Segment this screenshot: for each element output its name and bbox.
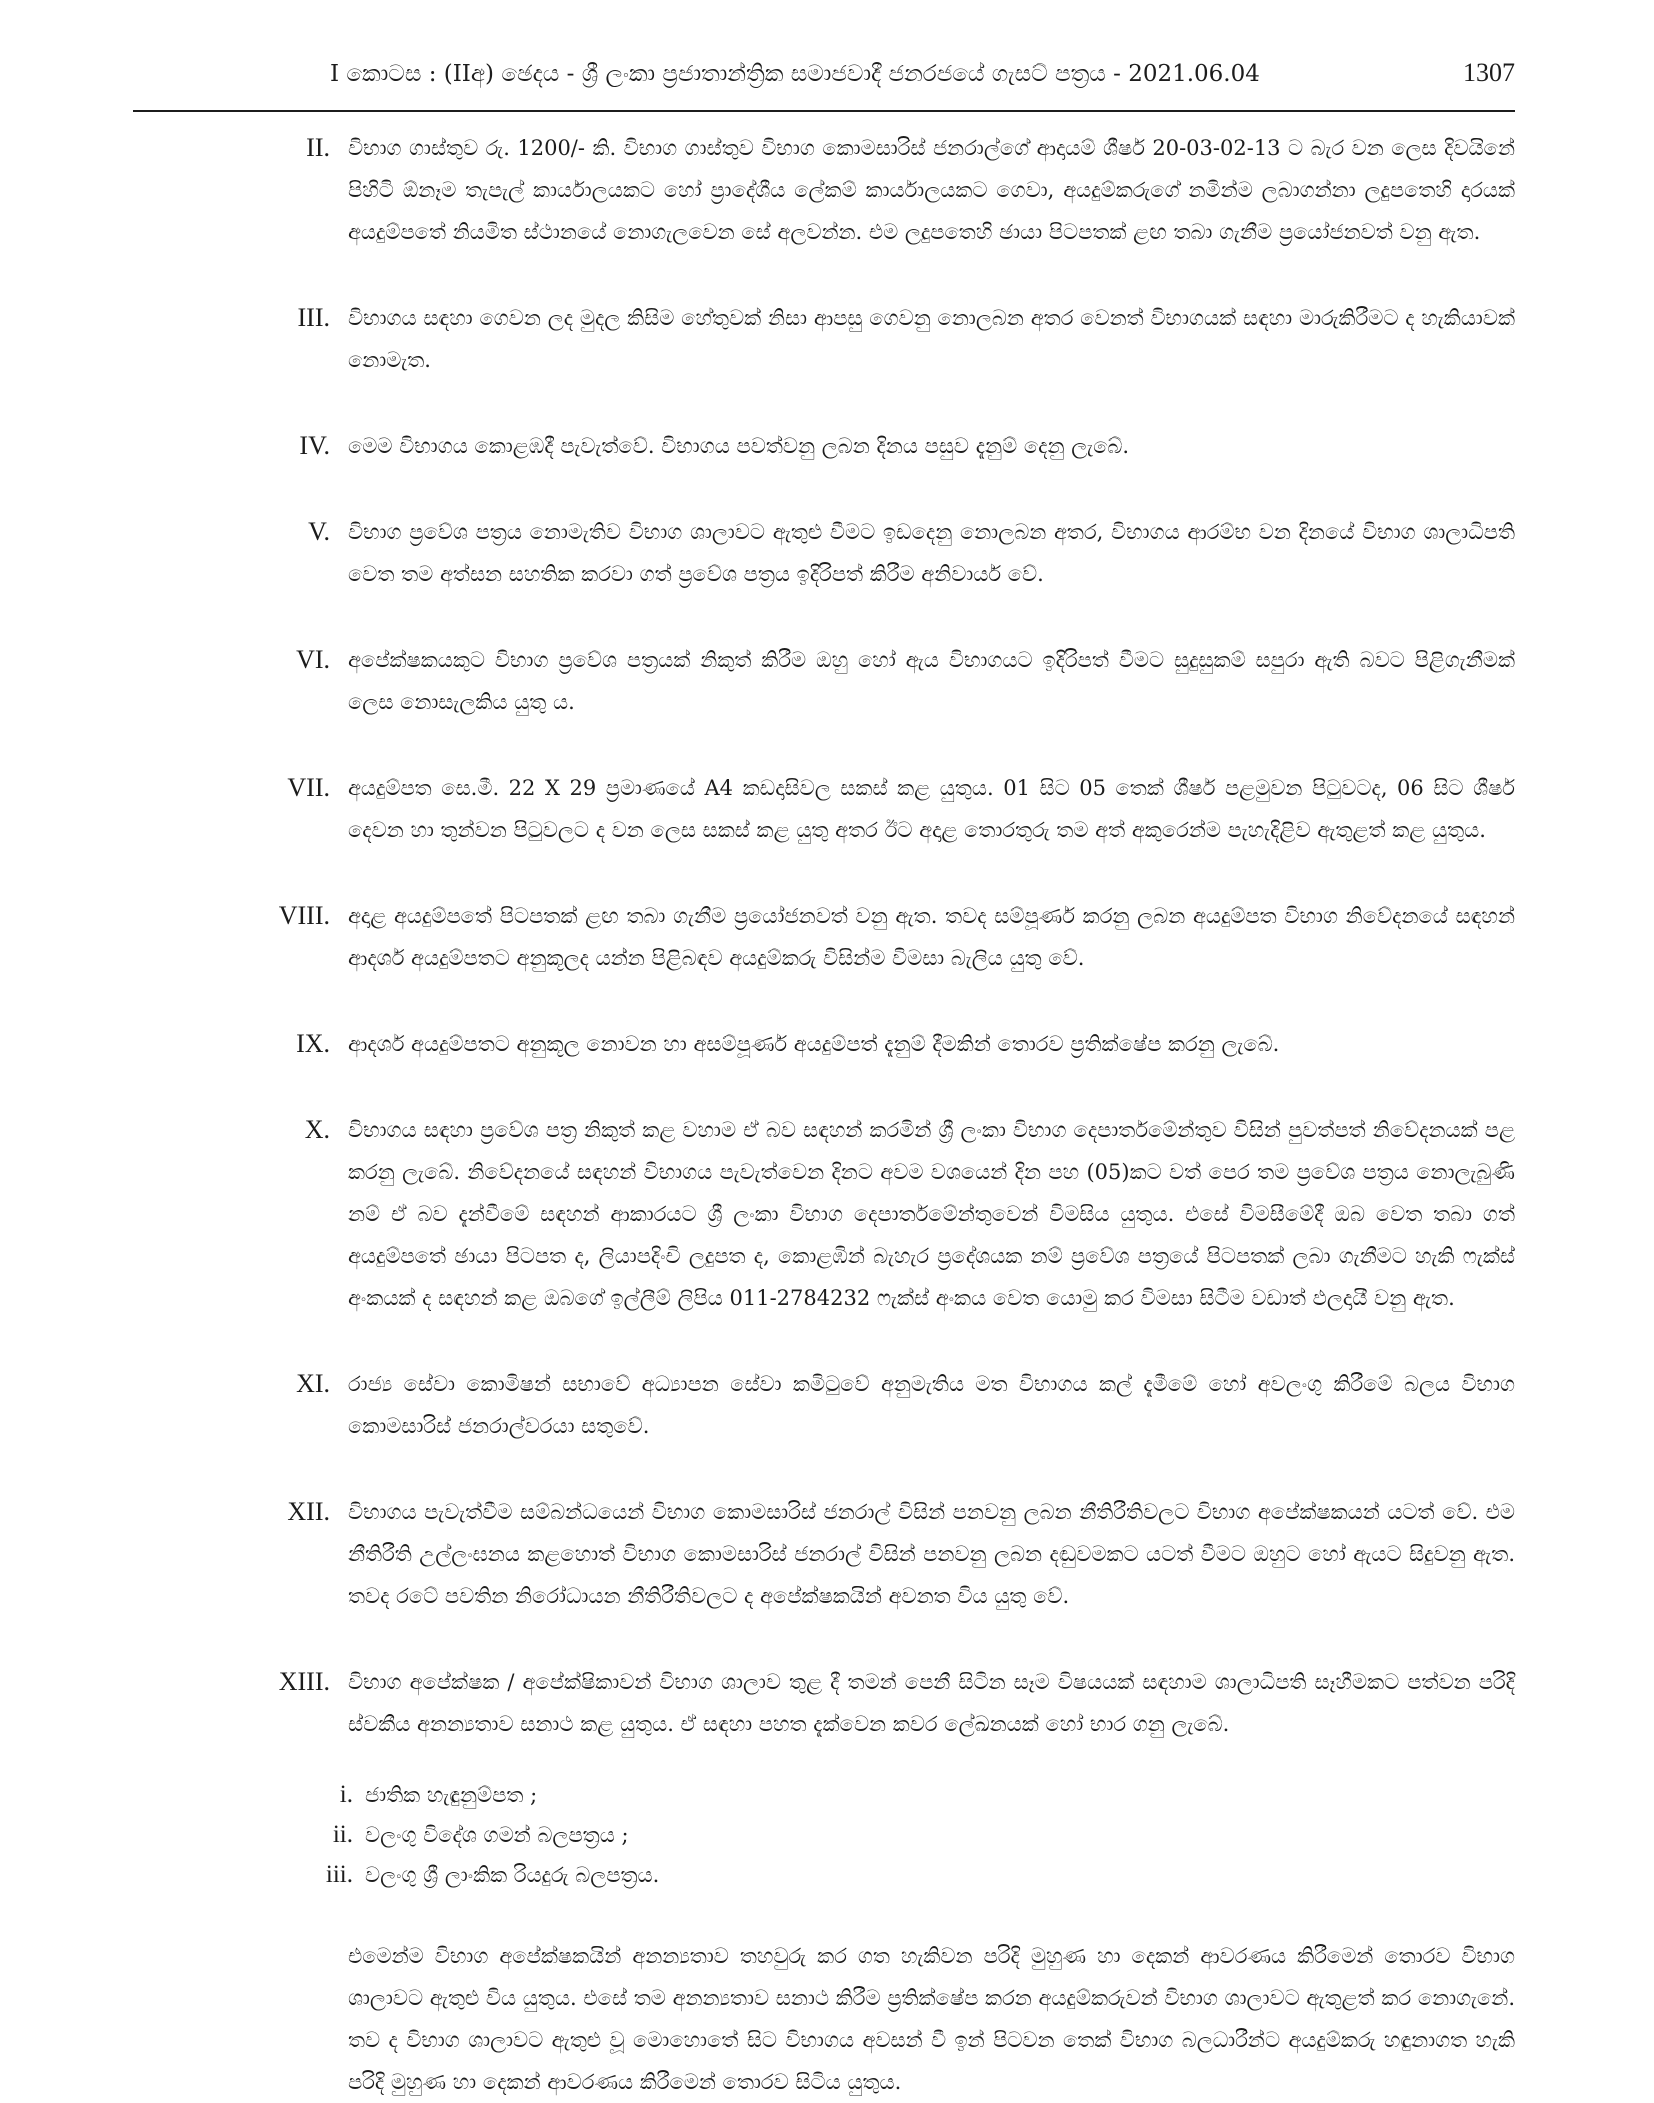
item-number: III. xyxy=(297,303,330,332)
item-text: රාජ්‍ය සේවා කොමිෂන් සභාවේ අධ්‍යාපන සේවා කමිටුවේ අනුමැතිය මත විභාගය කල් දැමීමේ හෝ අවලංගු කිරීමේ බලය විභාග කොමසාරිස් ජනරාල්වරයා සතුවේ. xyxy=(348,1372,1515,1438)
closing-paragraph: එමෙන්ම විභාග අපේක්ෂකයින් අනන්‍යතාව තහවුරු කර ගත හැකිවන පරිදි මුහුණ හා දෙකන් ආවරණය කිරීමෙන් තොරව විභාග ශාලාවට ඇතුළු විය යුතුය. එසේ තම අනන්‍යතාව සනාථ කිරීම ප්‍රතික්ෂේප කරන අයදුම්කරුවන් විභාග ශාලාවට ඇතුළත් කර නොගැනේ. තව ද විභාග ශාලාවට ඇතුළු වූ මොහොතේ සිට විභාගය අවසන් වී ඉන් පිටවන තෙක් විභාග බලධාරීන්ට අයදුම්කරු හඳුනාගත හැකි පරිදි මුහුණ හා දෙකන් ආවරණය කිරීමෙන් තොරව සිටිය යුතුය. xyxy=(348,1944,1515,2094)
item-text: විභාග ප්‍රවේශ පත්‍රය නොමැතිව විභාග ශාලාවට ඇතුළු වීමට ඉඩදෙනු නොලබන අතර, විභාගය ආරම්භ වන දිනයේ විභාග ශාලාධිපති වෙත තම අත්සන සහතික කරවා ගත් ප්‍රවේශ පත්‍රය ඉදිරිපත් කිරීම අනිවාර්ය වේ. xyxy=(348,520,1515,586)
item-number: IV. xyxy=(299,431,330,460)
page-content xyxy=(240,127,1515,2103)
list-item xyxy=(240,1775,1515,1815)
list-item xyxy=(240,1855,1515,1895)
numbered-item xyxy=(240,1023,1515,1065)
list-item-text: ජාතික හැඳුනුම්පත ; xyxy=(365,1783,538,1807)
item-text: ආදර්ශ අයදුම්පතට අනුකූල නොවන හා අසම්පූර්ණ අයදුම්පත් දැනුම් දීමකින් තොරව ප්‍රතික්ෂේප කරනු ලැබේ. xyxy=(348,1032,1280,1056)
page-header xyxy=(330,58,1515,98)
item-number: XIII. xyxy=(278,1667,330,1696)
list-item xyxy=(240,1815,1515,1855)
item-number: V. xyxy=(308,517,330,546)
item-number: XII. xyxy=(287,1497,330,1526)
numbered-item xyxy=(240,1491,1515,1617)
item-number: XI. xyxy=(296,1369,330,1398)
numbered-item xyxy=(240,511,1515,595)
item-text: විභාග අපේක්ෂක / අපේක්ෂිකාවන් විභාග ශාලාව තුළ දී තමන් පෙනී සිටින සෑම විෂයයක් සඳහාම ශාලාධිපති සෑහීමකට පත්වන පරිදි ස්වකීය අනන්‍යතාව සනාථ කළ යුතුය. ඒ සඳහා පහත දැක්වෙන කවර ලේඛනයක් හෝ භාර ගනු ලැබේ. xyxy=(348,1670,1515,1736)
item-text: අදාළ අයදුම්පතේ පිටපතක් ළඟ තබා ගැනීම ප්‍රයෝජනවත් වනු ඇත. තවද සම්පූර්ණ කරනු ලබන අයදුම්පත විභාග නිවේදනයේ සඳහන් ආදර්ශ අයදුම්පතට අනුකූලද යන්න පිළිබඳව අයදුම්කරු විසින්ම විමසා බැලිය යුතු වේ. xyxy=(348,904,1515,970)
item-number: X. xyxy=(304,1115,330,1144)
header-title: I කොටස : (IIඅ) ඡෙදය - ශ්‍රී ලංකා ප්‍රජාතාන්ත්‍රික සමාජවාදී ජනරජයේ ගැසට් පත්‍රය - 2021.06.04 xyxy=(330,61,1260,87)
item-number: VI. xyxy=(296,645,330,674)
item-number: II. xyxy=(306,133,330,162)
list-item-text: වලංගු ශ්‍රී ලාංකික රියදුරු බලපත්‍රය. xyxy=(365,1863,660,1887)
item-number: VII. xyxy=(287,773,330,802)
numbered-item xyxy=(240,297,1515,381)
numbered-item xyxy=(240,425,1515,467)
list-item-number: ii. xyxy=(332,1821,353,1848)
list-item-number: iii. xyxy=(325,1861,353,1888)
numbered-item xyxy=(240,1109,1515,1319)
item-text: විභාගය පැවැත්වීම සම්බන්ධයෙන් විභාග කොමසාරිස් ජනරාල් විසින් පනවනු ලබන නීතිරීතිවලට විභාග අපේක්ෂකයන් යටත් වේ. එම නීතිරීති උල්ලංඝනය කළහොත් විභාග කොමසාරිස් ජනරාල් විසින් පනවනු ලබන දඬුවමකට යටත් වීමට ඔහුට හෝ ඇයට සිදුවනු ඇත. තවද රටේ පවතින නිරෝධායන නීතිරීතිවලට ද අපේක්ෂකයින් අවනත විය යුතු වේ. xyxy=(348,1500,1515,1608)
item-text: අපේක්ෂකයකුට විභාග ප්‍රවේශ පත්‍රයක් නිකුත් කිරීම ඔහු හෝ ඇය විභාගයට ඉදිරිපත් වීමට සුදුසුකම් සපුරා ඇති බවට පිළිගැනීමක් ලෙස නොසැලකිය යුතු ය. xyxy=(348,648,1515,714)
list-item-number: i. xyxy=(339,1781,353,1808)
item-text: අයදුම්පත සෙ.මී. 22 X 29 ප්‍රමාණයේ A4 කඩදාසිවල සකස් කළ යුතුය. 01 සිට 05 තෙක් ශීර්ෂ පළමුවන පිටුවටද, 06 සිට ශීර්ෂ දෙවන හා තුන්වන පිටුවලට ද වන ලෙස සකස් කළ යුතු අතර ඊට අදාළ තොරතුරු තම අත් අකුරෙන්ම පැහැදිළිව ඇතුළත් කළ යුතුය. xyxy=(348,776,1515,842)
item-text: විභාගය සඳහා ගෙවන ලද මුදල කිසිම හේතුවක් නිසා ආපසු ගෙවනු නොලබන අතර වෙනත් විභාගයක් සඳහා මාරුකිරීමට ද හැකියාවක් නොමැත. xyxy=(348,306,1515,372)
numbered-item xyxy=(240,1661,1515,1745)
item-text: මෙම විභාගය කොළඹදී පැවැත්වේ. විභාගය පවත්වනු ලබන දිනය පසුව දැනුම් දෙනු ලැබේ. xyxy=(348,434,1130,458)
item-number: VIII. xyxy=(278,901,330,930)
item-number: IX. xyxy=(296,1029,330,1058)
identity-document-list xyxy=(240,1775,1515,1895)
item-text: විභාගය සඳහා ප්‍රවේශ පත්‍ර නිකුත් කළ වහාම ඒ බව සඳහන් කරමින් ශ්‍රී ලංකා විභාග දෙපාර්තමේන්තුව විසින් පුවත්පත් නිවේදනයක් පළ කරනු ලැබේ. නිවේදනයේ සඳහන් විභාගය පැවැත්වෙන දිනට අවම වශයෙන් දින පහ (05)කට වත් පෙර තම ප්‍රවේශ පත්‍රය නොලැබුණි නම් ඒ බව දැන්වීමේ සඳහන් ආකාරයට ශ්‍රී ලංකා විභාග දෙපාර්තමේන්තුවෙන් විමසිය යුතුය. එසේ විමසීමේදී ඔබ වෙත තබා ගත් අයදුම්පතේ ඡායා පිටපත ද, ලියාපදිංචි ලදුපත ද, කොළඹින් බැහැර ප්‍රදේශයක නම් ප්‍රවේශ පත්‍රයේ පිටපතක් ලබා ගැනීමට හැකි ෆැක්ස් අංකයක් ද සඳහන් කළ ඔබගේ ඉල්ලීම් ලිපිය 011-2784232 ෆැක්ස් අංකය වෙත යොමු කර විමසා සිටීම වඩාත් ඵලදායී වනු ඇත. xyxy=(348,1118,1515,1310)
numbered-item xyxy=(240,127,1515,253)
list-item-text: වලංගු විදේශ ගමන් බලපත්‍රය ; xyxy=(365,1823,629,1847)
numbered-item xyxy=(240,639,1515,723)
item-text: විභාග ගාස්තුව රු. 1200/- කි. විභාග ගාස්තුව විභාග කොමසාරිස් ජනරාල්ගේ ආදායම් ශීර්ෂ 20-03-02-13 ට බැර වන ලෙස දිවයිනේ පිහිටි ඕනෑම තැපැල් කාර්යාලයකට හෝ ප්‍රාදේශීය ලේකම් කාර්යාලයකට ගෙවා, අයදුම්කරුගේ නමින්ම ලබාගන්නා ලදුපතෙහි දාරයක් අයදුම්පතේ නියමිත ස්ථානයේ නොගැලවෙන සේ අලවන්න. එම ලදුපතෙහි ඡායා පිටපතක් ළඟ තබා ගැනීම ප්‍රයෝජනවත් වනු ඇත. xyxy=(348,136,1515,244)
numbered-item xyxy=(240,767,1515,851)
numbered-item xyxy=(240,1363,1515,1447)
page-number: 1307 xyxy=(1463,58,1515,87)
numbered-item xyxy=(240,895,1515,979)
header-rule xyxy=(133,110,1515,112)
